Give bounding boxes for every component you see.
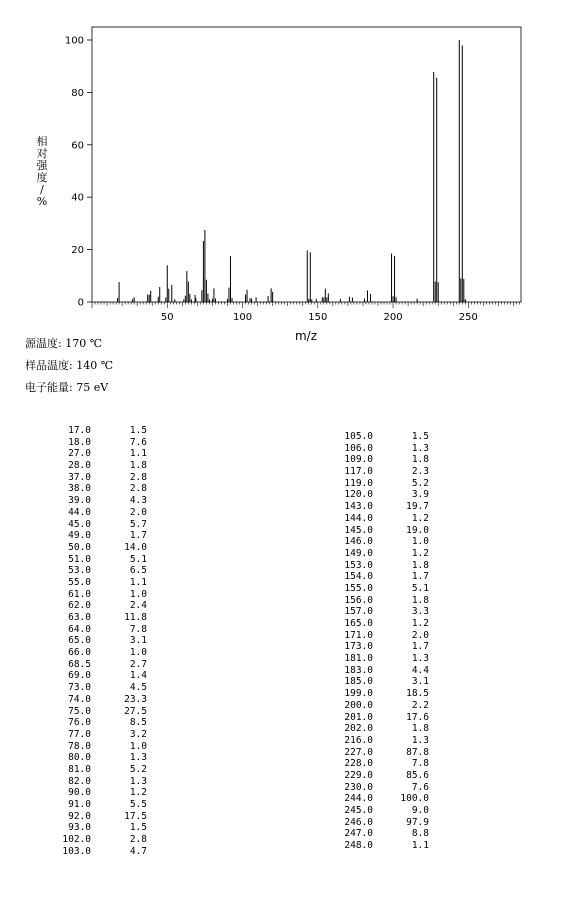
abundance-value: 4.7 xyxy=(129,845,147,857)
mz-value: 55.0 xyxy=(68,576,91,588)
mz-value: 64.0 xyxy=(68,623,91,635)
abundance-value: 1.1 xyxy=(411,840,429,852)
mz-value: 202.0 xyxy=(344,723,373,735)
spectrum-peaks xyxy=(118,40,466,302)
table-row xyxy=(335,548,429,560)
table-row xyxy=(53,729,147,741)
mz-value: 228.0 xyxy=(344,758,373,770)
abundance-value: 1.5 xyxy=(129,822,147,834)
table-row xyxy=(53,694,147,706)
table-row xyxy=(335,618,429,630)
abundance-value: 85.6 xyxy=(406,769,429,781)
abundance-value: 1.8 xyxy=(129,460,147,472)
abundance-value: 1.3 xyxy=(411,653,429,665)
mz-value: 143.0 xyxy=(344,501,373,513)
abundance-value: 1.2 xyxy=(411,547,429,559)
abundance-value: 1.0 xyxy=(129,740,147,752)
abundance-value: 7.8 xyxy=(411,758,429,770)
table-row xyxy=(53,787,147,799)
mz-value: 153.0 xyxy=(344,559,373,571)
mz-value: 50.0 xyxy=(68,541,91,553)
mz-value: 82.0 xyxy=(68,775,91,787)
table-row xyxy=(53,846,147,858)
mz-value: 246.0 xyxy=(344,816,373,828)
abundance-value: 1.1 xyxy=(129,576,147,588)
x-tick-label: 250 xyxy=(458,312,478,323)
abundance-value: 1.8 xyxy=(411,559,429,571)
x-axis-title: m/z xyxy=(294,329,318,343)
y-tick-label: 80 xyxy=(71,87,84,99)
abundance-value: 2.8 xyxy=(129,834,147,846)
abundance-value: 87.8 xyxy=(406,746,429,758)
abundance-value: 17.6 xyxy=(406,711,429,723)
table-row xyxy=(335,466,429,478)
mz-value: 185.0 xyxy=(344,676,373,688)
mz-value: 109.0 xyxy=(344,454,373,466)
peak-table-right xyxy=(335,431,429,852)
table-row xyxy=(53,647,147,659)
mz-value: 173.0 xyxy=(344,641,373,653)
abundance-value: 100.0 xyxy=(400,793,429,805)
table-row xyxy=(335,688,429,700)
table-row xyxy=(335,606,429,618)
abundance-value: 1.3 xyxy=(129,775,147,787)
mz-value: 17.0 xyxy=(68,425,91,436)
abundance-value: 2.7 xyxy=(129,658,147,670)
y-axis-title-char: 相 xyxy=(36,135,48,148)
table-row xyxy=(53,554,147,566)
abundance-value: 6.5 xyxy=(129,565,147,577)
abundance-value: 5.2 xyxy=(411,477,429,489)
abundance-value: 3.3 xyxy=(411,606,429,618)
table-row xyxy=(335,735,429,747)
mz-value: 199.0 xyxy=(344,688,373,700)
peak-table-left xyxy=(53,425,147,857)
mz-value: 75.0 xyxy=(68,705,91,717)
abundance-value: 1.7 xyxy=(411,571,429,583)
abundance-value: 5.1 xyxy=(129,553,147,565)
mass-spectrum-chart xyxy=(0,0,570,350)
x-tick-label: 50 xyxy=(160,312,174,323)
mz-value: 120.0 xyxy=(344,489,373,501)
mz-value: 44.0 xyxy=(68,506,91,518)
table-row xyxy=(335,454,429,466)
mz-value: 102.0 xyxy=(62,834,91,846)
x-tick-label: 100 xyxy=(232,312,253,323)
mz-value: 119.0 xyxy=(344,477,373,489)
y-axis-title-char: / xyxy=(40,183,44,196)
mz-value: 77.0 xyxy=(68,728,91,740)
table-row xyxy=(335,793,429,805)
mz-value: 91.0 xyxy=(68,799,91,810)
mz-value: 145.0 xyxy=(344,524,373,536)
mz-value: 90.0 xyxy=(68,787,91,799)
mz-value: 27.0 xyxy=(68,448,91,460)
table-row xyxy=(53,472,147,484)
mz-value: 74.0 xyxy=(68,693,91,705)
abundance-value: 27.5 xyxy=(124,705,147,717)
abundance-value: 23.3 xyxy=(124,693,147,705)
abundance-value: 1.8 xyxy=(411,723,429,735)
abundance-value: 2.0 xyxy=(411,629,429,641)
mz-value: 106.0 xyxy=(344,442,373,454)
table-row xyxy=(53,612,147,624)
table-row xyxy=(53,764,147,776)
mz-value: 39.0 xyxy=(68,495,91,507)
mz-value: 73.0 xyxy=(68,682,91,694)
abundance-value: 1.7 xyxy=(129,530,147,542)
table-row xyxy=(335,560,429,572)
table-row xyxy=(53,822,147,834)
table-row xyxy=(53,624,147,636)
table-row xyxy=(53,460,147,472)
mz-value: 157.0 xyxy=(344,606,373,618)
table-row xyxy=(335,770,429,782)
mz-value: 38.0 xyxy=(68,483,91,495)
abundance-value: 2.8 xyxy=(129,483,147,495)
abundance-value: 3.1 xyxy=(129,635,147,647)
table-row xyxy=(335,676,429,688)
table-row xyxy=(335,747,429,759)
x-tick-label: 150 xyxy=(308,312,328,323)
table-row xyxy=(53,507,147,519)
table-row xyxy=(335,828,429,840)
table-row xyxy=(335,723,429,735)
table-row xyxy=(335,630,429,642)
abundance-value: 1.0 xyxy=(129,647,147,659)
table-row xyxy=(335,840,429,852)
abundance-value: 1.4 xyxy=(129,670,147,682)
abundance-value: 2.2 xyxy=(411,699,429,711)
abundance-value: 1.2 xyxy=(129,787,147,799)
mz-value: 18.0 xyxy=(68,436,91,448)
y-axis-ticks xyxy=(65,36,92,309)
y-tick-label: 40 xyxy=(71,192,84,204)
table-row xyxy=(335,782,429,794)
abundance-value: 5.5 xyxy=(129,799,147,810)
abundance-value: 2.0 xyxy=(129,506,147,518)
abundance-value: 11.8 xyxy=(124,612,147,623)
abundance-value: 1.5 xyxy=(411,431,429,442)
mz-value: 51.0 xyxy=(68,553,91,565)
abundance-value: 19.0 xyxy=(406,524,429,536)
abundance-value: 17.5 xyxy=(124,810,147,822)
abundance-value: 8.5 xyxy=(129,717,147,729)
mz-value: 78.0 xyxy=(68,740,91,752)
table-row xyxy=(53,811,147,823)
table-row xyxy=(335,536,429,548)
mz-value: 216.0 xyxy=(344,734,373,746)
mz-value: 81.0 xyxy=(68,763,91,775)
y-axis-title-char: 强 xyxy=(36,159,48,172)
table-row xyxy=(335,525,429,537)
table-row xyxy=(53,635,147,647)
abundance-value: 5.1 xyxy=(411,582,429,594)
x-tick-label: 200 xyxy=(383,312,403,323)
abundance-value: 18.5 xyxy=(406,688,429,700)
table-row xyxy=(335,571,429,583)
abundance-value: 1.3 xyxy=(129,752,147,764)
abundance-value: 9.0 xyxy=(411,805,429,816)
mz-value: 53.0 xyxy=(68,565,91,577)
table-row xyxy=(53,495,147,507)
abundance-value: 1.3 xyxy=(411,734,429,746)
table-row xyxy=(53,483,147,495)
table-row xyxy=(335,712,429,724)
abundance-value: 97.9 xyxy=(406,816,429,828)
mz-value: 62.0 xyxy=(68,600,91,612)
mz-value: 61.0 xyxy=(68,588,91,600)
abundance-value: 3.1 xyxy=(411,676,429,688)
x-axis-ticks xyxy=(92,302,519,323)
abundance-value: 5.7 xyxy=(129,518,147,530)
mz-value: 45.0 xyxy=(68,518,91,530)
abundance-value: 2.3 xyxy=(411,466,429,478)
table-row xyxy=(53,682,147,694)
mz-value: 144.0 xyxy=(344,512,373,524)
y-axis-title-char: % xyxy=(36,195,48,208)
y-tick-label: 60 xyxy=(71,140,84,152)
plot-frame xyxy=(92,27,521,302)
y-axis-title-char: 对 xyxy=(36,147,48,160)
table-row xyxy=(53,834,147,846)
table-row xyxy=(335,443,429,455)
abundance-value: 7.6 xyxy=(411,781,429,793)
abundance-value: 1.2 xyxy=(411,618,429,629)
table-row xyxy=(53,776,147,788)
table-row xyxy=(335,805,429,817)
mz-value: 92.0 xyxy=(68,810,91,822)
table-row xyxy=(53,741,147,753)
table-row xyxy=(53,670,147,682)
table-row xyxy=(335,431,429,443)
abundance-value: 1.8 xyxy=(411,454,429,466)
abundance-value: 1.8 xyxy=(411,594,429,606)
mz-value: 149.0 xyxy=(344,547,373,559)
table-row xyxy=(53,437,147,449)
mz-value: 165.0 xyxy=(344,618,373,629)
mz-value: 154.0 xyxy=(344,571,373,583)
table-row xyxy=(53,519,147,531)
abundance-value: 7.8 xyxy=(129,623,147,635)
table-row xyxy=(335,817,429,829)
abundance-value: 1.0 xyxy=(129,588,147,600)
abundance-value: 8.8 xyxy=(411,828,429,840)
table-row xyxy=(53,448,147,460)
sample-temperature: 样品温度: 140 ℃ xyxy=(25,359,113,372)
table-row xyxy=(53,425,147,437)
mz-value: 227.0 xyxy=(344,746,373,758)
table-row xyxy=(53,752,147,764)
abundance-value: 3.2 xyxy=(129,728,147,740)
abundance-value: 1.5 xyxy=(129,425,147,436)
mz-value: 65.0 xyxy=(68,635,91,647)
table-row xyxy=(53,589,147,601)
table-row xyxy=(335,501,429,513)
mz-value: 49.0 xyxy=(68,530,91,542)
abundance-value: 2.4 xyxy=(129,600,147,612)
mz-value: 155.0 xyxy=(344,582,373,594)
table-row xyxy=(53,717,147,729)
mz-value: 229.0 xyxy=(344,769,373,781)
table-row xyxy=(335,583,429,595)
table-row xyxy=(335,478,429,490)
table-row xyxy=(53,706,147,718)
table-row xyxy=(53,542,147,554)
table-row xyxy=(335,489,429,501)
mz-value: 156.0 xyxy=(344,594,373,606)
source-temperature: 源温度: 170 ℃ xyxy=(25,337,102,350)
mz-value: 171.0 xyxy=(344,629,373,641)
mz-value: 230.0 xyxy=(344,781,373,793)
mz-value: 76.0 xyxy=(68,717,91,729)
table-row xyxy=(335,513,429,525)
abundance-value: 1.2 xyxy=(411,512,429,524)
mz-value: 200.0 xyxy=(344,699,373,711)
mz-value: 66.0 xyxy=(68,647,91,659)
mz-value: 183.0 xyxy=(344,664,373,676)
abundance-value: 4.3 xyxy=(129,495,147,507)
y-axis-title-char: 度 xyxy=(36,171,48,184)
table-row xyxy=(335,700,429,712)
mz-value: 103.0 xyxy=(62,845,91,857)
table-row xyxy=(53,565,147,577)
table-row xyxy=(53,600,147,612)
abundance-value: 1.0 xyxy=(411,536,429,548)
y-tick-label: 0 xyxy=(77,297,84,309)
mz-value: 146.0 xyxy=(344,536,373,548)
table-row xyxy=(53,530,147,542)
abundance-value: 3.9 xyxy=(411,489,429,501)
abundance-value: 4.4 xyxy=(411,664,429,676)
table-row xyxy=(335,665,429,677)
mz-value: 93.0 xyxy=(68,822,91,834)
abundance-value: 1.3 xyxy=(411,442,429,454)
y-axis-title xyxy=(33,136,51,208)
mz-value: 105.0 xyxy=(344,431,373,442)
mz-value: 68.5 xyxy=(68,658,91,670)
abundance-value: 14.0 xyxy=(124,541,147,553)
mz-value: 244.0 xyxy=(344,793,373,805)
table-row xyxy=(335,758,429,770)
electron-energy: 电子能量: 75 eV xyxy=(25,381,109,394)
mz-value: 248.0 xyxy=(344,840,373,852)
mz-value: 181.0 xyxy=(344,653,373,665)
table-row xyxy=(335,595,429,607)
y-tick-label: 100 xyxy=(64,35,84,47)
abundance-value: 4.5 xyxy=(129,682,147,694)
mz-value: 247.0 xyxy=(344,828,373,840)
mz-value: 80.0 xyxy=(68,752,91,764)
mz-value: 201.0 xyxy=(344,711,373,723)
mz-value: 69.0 xyxy=(68,670,91,682)
mz-value: 245.0 xyxy=(344,805,373,816)
y-tick-label: 20 xyxy=(71,245,84,257)
mz-value: 37.0 xyxy=(68,471,91,483)
table-row xyxy=(335,653,429,665)
table-row xyxy=(335,641,429,653)
mz-value: 28.0 xyxy=(68,460,91,472)
mz-value: 117.0 xyxy=(344,466,373,478)
abundance-value: 1.1 xyxy=(129,448,147,460)
abundance-value: 19.7 xyxy=(406,501,429,513)
abundance-value: 7.6 xyxy=(129,436,147,448)
table-row xyxy=(53,659,147,671)
abundance-value: 1.7 xyxy=(411,641,429,653)
table-row xyxy=(53,577,147,589)
mz-value: 63.0 xyxy=(68,612,91,623)
abundance-value: 2.8 xyxy=(129,471,147,483)
abundance-value: 5.2 xyxy=(129,763,147,775)
table-row xyxy=(53,799,147,811)
